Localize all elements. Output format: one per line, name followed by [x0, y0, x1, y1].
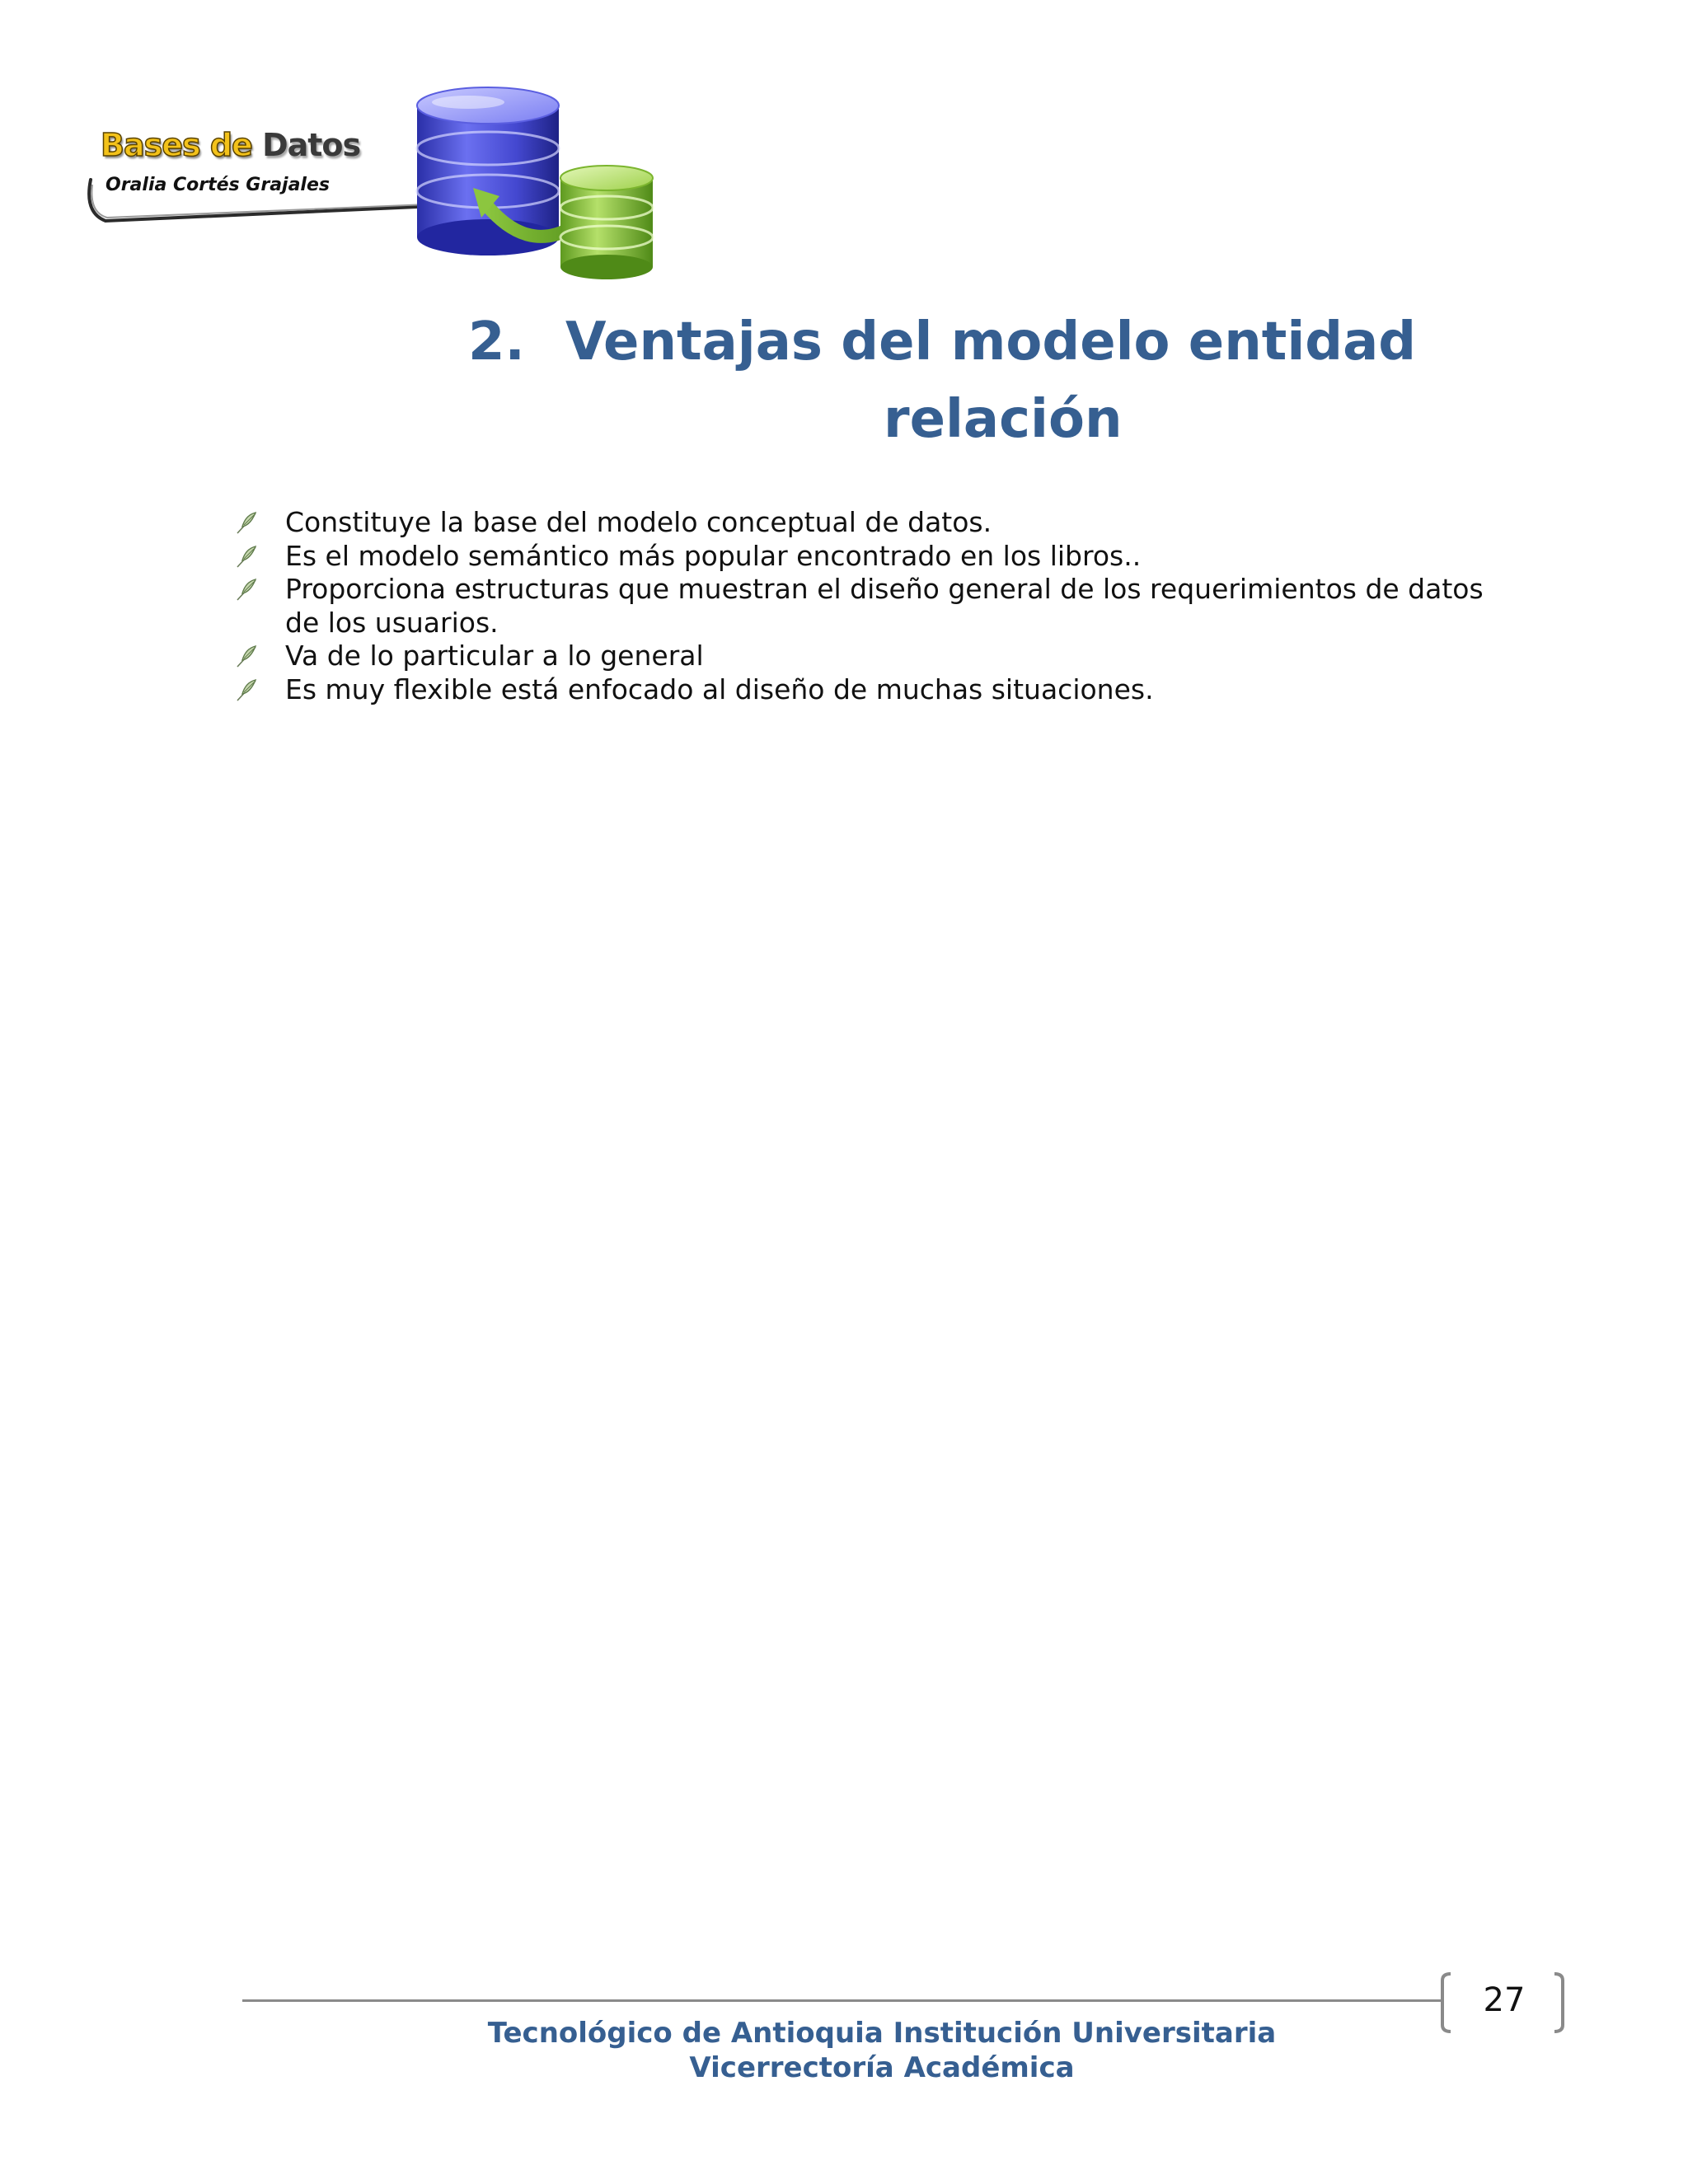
list-item-text: Va de lo particular a lo general	[285, 640, 704, 672]
footer-institution: Tecnológico de Antioquia Institución Universitaria	[487, 2017, 1277, 2050]
right-bracket-icon	[1551, 1972, 1568, 2033]
section-number: 2.	[468, 312, 525, 373]
footer-divider	[242, 1999, 1441, 2002]
feather-quill-icon	[232, 542, 260, 570]
list-item	[231, 506, 1517, 540]
list-item	[231, 573, 1517, 640]
logo-title-part2: Datos	[262, 127, 361, 163]
page-number: 27	[1483, 1981, 1526, 2019]
list-item-text: Es muy flexible está enfocado al diseño de muchas situaciones.	[285, 673, 1154, 705]
footer-text	[387, 2016, 1376, 2085]
list-item	[231, 673, 1517, 707]
list-item-text: Proporciona estructuras que muestran el diseño general de los requerimientos de datos de los usuarios.	[285, 573, 1484, 639]
section-title-line1: Ventajas del modelo entidad	[565, 312, 1417, 373]
feather-quill-icon	[232, 575, 260, 603]
section-title-line2: relación	[884, 389, 1123, 450]
list-item	[231, 540, 1517, 574]
list-item-text: Constituye la base del modelo conceptual de datos.	[285, 506, 992, 538]
feather-quill-icon	[232, 676, 260, 704]
list-item-text: Es el modelo semántico más popular encontrado en los libros..	[285, 539, 1142, 572]
left-bracket-icon	[1437, 1972, 1454, 2033]
advantages-list	[231, 506, 1517, 706]
header-logo	[81, 81, 674, 287]
logo-title	[101, 127, 360, 163]
logo-author: Oralia Cortés Grajales	[106, 175, 330, 195]
feather-quill-icon	[232, 509, 260, 537]
feather-quill-icon	[232, 642, 260, 670]
footer-department: Vicerrectoría Académica	[689, 2051, 1075, 2084]
logo-title-part1: Bases de	[101, 127, 252, 163]
list-item	[231, 640, 1517, 673]
